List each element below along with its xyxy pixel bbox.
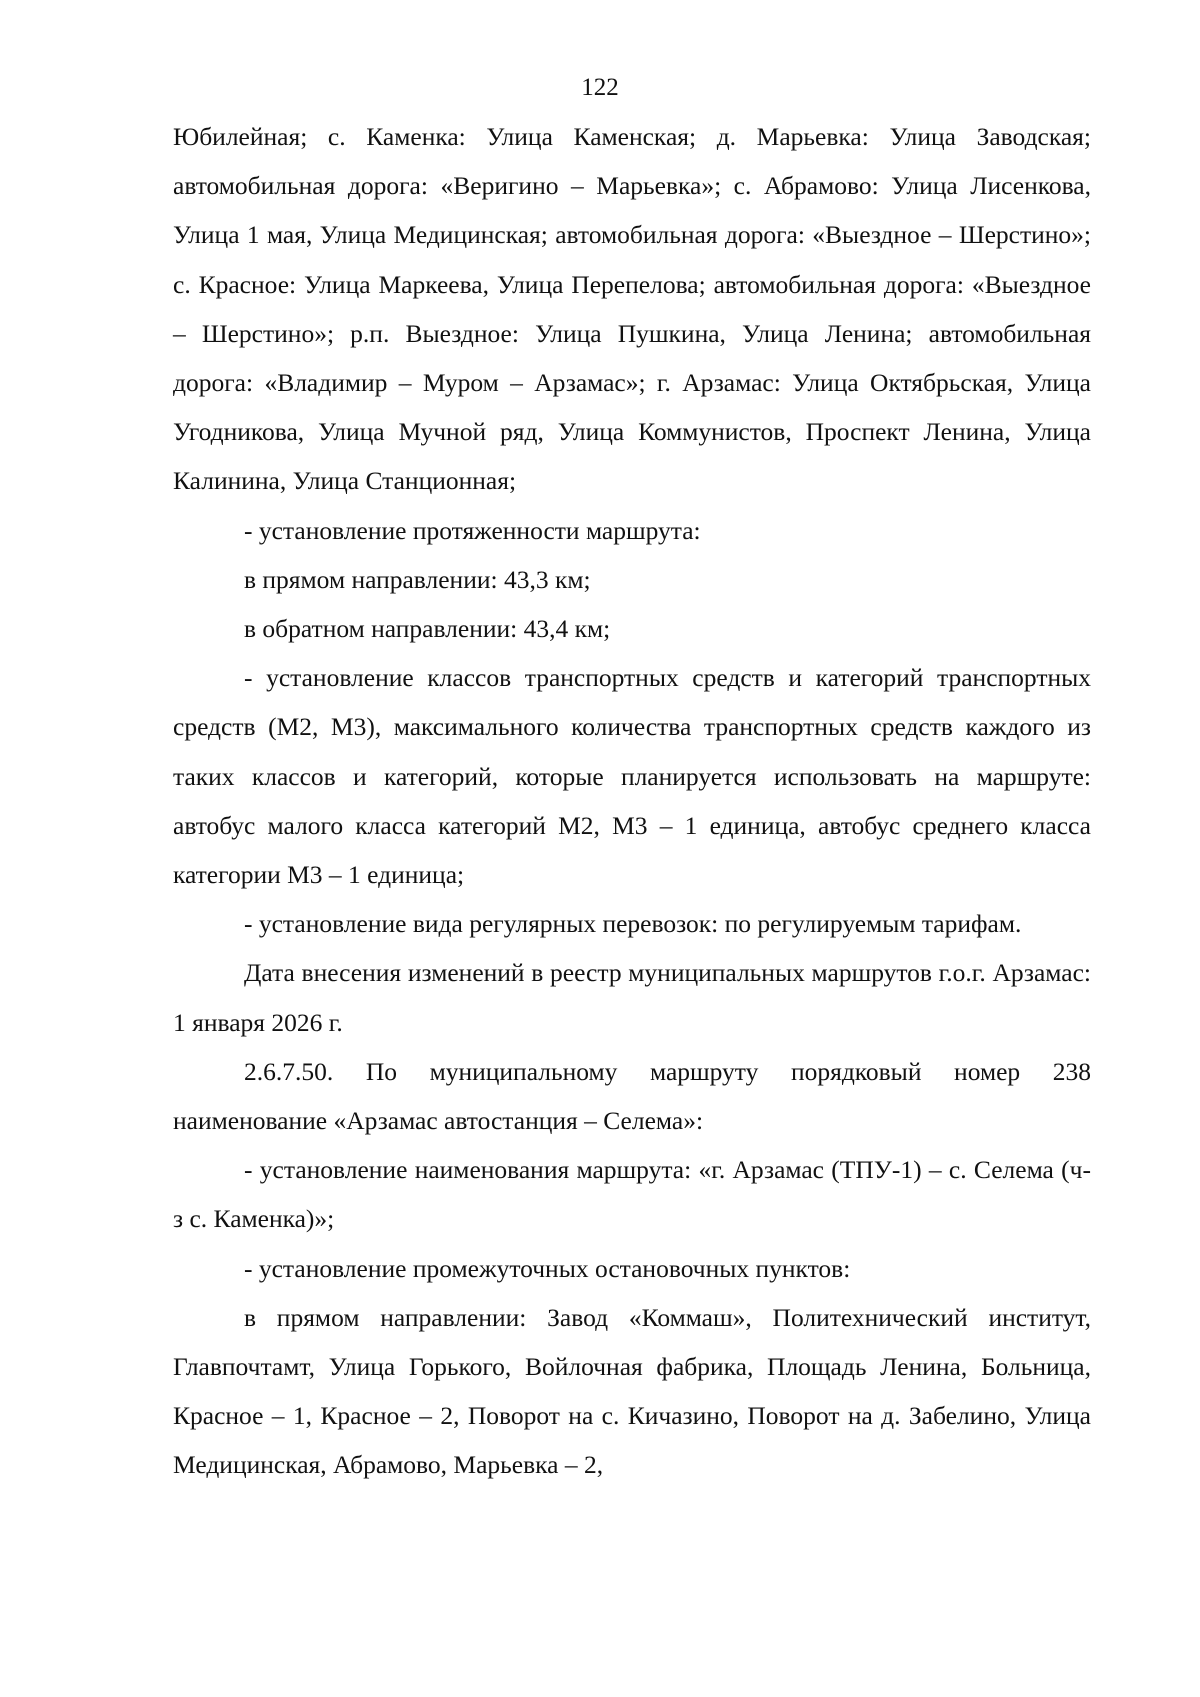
document-body: [173, 112, 1091, 1490]
paragraph-transport-type: - установление вида регулярных перевозок: по регулируемым тарифам.: [244, 909, 1022, 939]
paragraph-stops-continuation: Юбилейная; с. Каменка: Улица Каменская; д. Марьевка: Улица Заводская; автомобильная дорога: «Веригино – Марьевка»; с. Абрамово: Улица Лисенкова, Улица 1 мая, Улица Медицинская; автомобильная дорога: «Выездное – Шерстино»; с. Красное: Улица Маркеева, Улица Перепелова; автомобильная дорога: «Выездное – Шерстино»; р.п. Выездное: Улица Пушкина, Улица Ленина; автомобильная дорога: «Владимир – Муром – Арзамас»; г. Арзамас: Улица Октябрьская, Улица Угодникова, Улица Мучной ряд, Улица Коммунистов, Проспект Ленина, Улица Калинина, Улица Станционная;: [173, 122, 1091, 496]
paragraph-vehicle-classes: - установление классов транспортных средств и категорий транспортных средств (М2, М3), максимального количества транспортных средств каждого из таких классов и категорий, которые планируется использовать на маршруте: автобус малого класса категорий М2, М3 – 1 единица, автобус среднего класса категории М3 – 1 единица;: [173, 663, 1091, 890]
paragraph-forward-length: в прямом направлении: 43,3 км;: [244, 564, 591, 594]
paragraph-forward-stops: в прямом направлении: Завод «Коммаш», Политехнический институт, Главпочтамт, Улица Горького, Войлочная фабрика, Площадь Ленина, Больница, Красное – 1, Красное – 2, Поворот на с. Кичазино, Поворот на д. Забелино, Улица Медицинская, Абрамово, Марьевка – 2,: [173, 1302, 1091, 1480]
paragraph-reverse-length: в обратном направлении: 43,4 км;: [244, 614, 611, 644]
paragraph-section-heading: 2.6.7.50. По муниципальному маршруту порядковый номер 238 наименование «Арзамас автостанция – Селема»:: [173, 1056, 1091, 1136]
page-number: 122: [581, 74, 619, 101]
paragraph-intermediate-stops: - установление промежуточных остановочных пунктов:: [244, 1253, 851, 1283]
paragraph-registry-date: Дата внесения изменений в реестр муниципальных маршрутов г.о.г. Арзамас: 1 января 2026 г.: [173, 958, 1091, 1037]
paragraph-route-name: - установление наименования маршрута: «г. Арзамас (ТПУ-1) – с. Селема (ч-з с. Каменка)»;: [173, 1155, 1091, 1234]
paragraph-route-length: - установление протяженности маршрута:: [244, 515, 701, 545]
